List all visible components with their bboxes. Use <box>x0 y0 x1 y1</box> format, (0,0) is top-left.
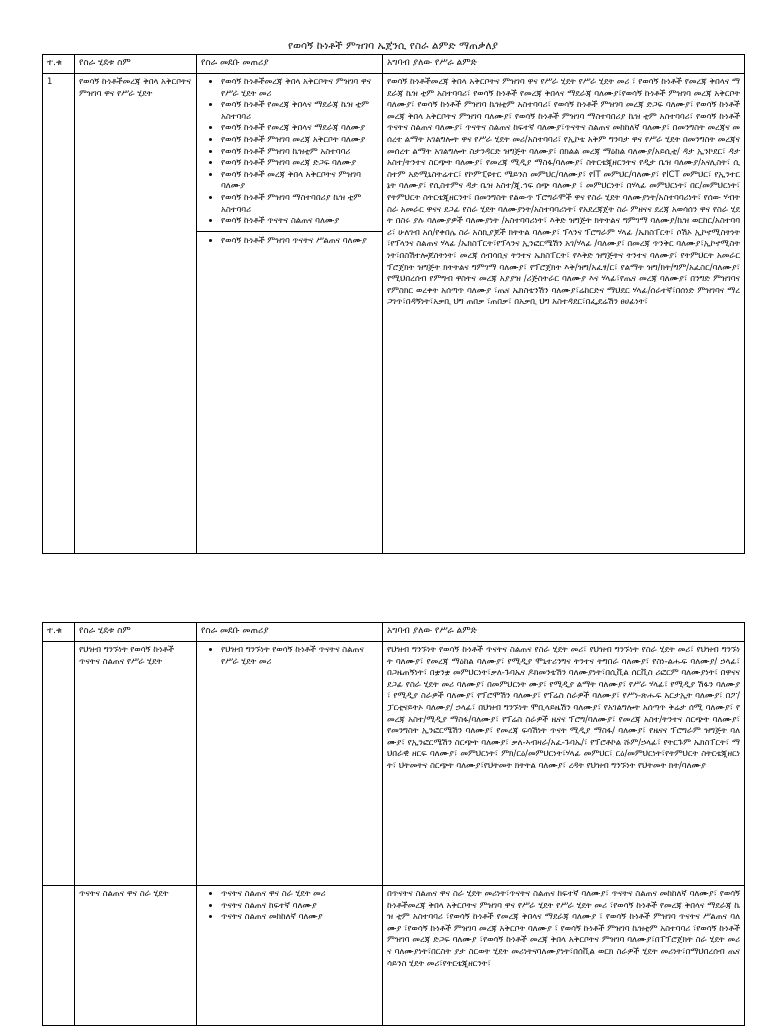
table-header-row <box>43 55 745 74</box>
header-position: የስራ መደቡ መጠሪያ <box>197 55 383 74</box>
position-list <box>201 644 378 667</box>
list-item: • የወሳኝ ኩነቶች ምዝገባ መረጃ ድጋፍ ባለሙያ <box>221 157 378 169</box>
process-name: የህዝብ ግንኙነት የወሳኝ ኩነቶች ጥናትና ስልጠና የሥራ ሂደት <box>75 642 197 886</box>
row-number: 1 <box>43 74 75 554</box>
list-item: • የወሳኝ ኩነቶች የመረጃ ቅበላና ማደራጃ ባለሙያ <box>221 122 378 134</box>
header-process: የስራ ሂደቱ ስም <box>75 55 197 74</box>
position-cell <box>197 886 383 1026</box>
process-name: ጥናትና ስልጠና ዋና ስራ ሂደት <box>75 886 197 1026</box>
list-item: • የወሳኝ ኩነቶች ምዝገባ ጥናትና ሥልጠና ባለሙያ <box>221 235 378 247</box>
header-position: የስራ መደቡ መጠሪያ <box>197 623 383 642</box>
list-item: • ጥናትና ስልጠና መከከለኛ ባለሙያ <box>221 911 378 923</box>
header-experience: አግባብ ያለው የሥራ ልምድ <box>383 55 745 74</box>
list-item: • ጥናትና ስልጠና ዋና ስራ ሂደት መሪ <box>221 888 378 900</box>
page-title: የወሳኝ ኩነቶች ምዝገባ ኤጀንሲ የስራ ልምድ ማጠቃለያ <box>287 40 499 52</box>
table-header-row <box>43 623 745 642</box>
list-item: • የወሳኝ ኩነቶች ምዝገባ ኬዝቲም አስተባባሪ <box>221 146 378 158</box>
row-number <box>43 886 75 1026</box>
list-item: • የወሳኝ ኩነቶች ምዝገባ ማስተባበሪያ ኬዝ ቲም አስተባባሪ <box>221 192 378 215</box>
table-row <box>43 74 745 554</box>
header-process: የስራ ሂደቱ ስም <box>75 623 197 642</box>
list-item: • ጥናትና ስልጠና ከፍተኛ ባለሙያ <box>221 900 378 912</box>
experience-text: የወሳኝ ኩነቶችመረጃ ቅበላ አቅርቦትና ምዝገባ ዋና የሥራ ሂደት የሥራ ሂደት መሪ ፣ የወሳኝ ኩነቶች የመረጃ ቅበላና ማደራጃ ኬዝ ቲም አስተባባሪ፣ የወሳኝ ኩነቶች የመረጃ ቅበላና ማደራጃ ባለሙያ፣የወሳኝ ኩነቶች ምዝገባ መረጃ አቅርቦት ባለሙያ፣ የወሳኝ ኩነቶች ምዝገባ ኬዝቲም አስተባባሪ፣ የወሳኝ ኩነቶች ምዝገባ መረጃ ድጋፍ ባለሙያ፣ የወሳኝ ኩነቶች መረጃ ቅበላ አቅርቦትና ምዝገባ ባለሙያ፣ የወሳኝ ኩነቶች ምዝገባ ማስተባበሪያ ኬዝ ቲም አስተባባሪ፣ የወሳኝ ኩነቶች ጥናትና ስልጠና ባለሙያ፣ ጥናትና ስልጠና ከፍተኛ ባለሙያ፣ጥናትና ስልጠና መከከለኛ ባለሙያ፣ በመንግስት መረጃና መሰረተ ልማት አገልግሎት ዋና የሥራ ሂደት መሪ/አስተባባሪ፣ የኢኮቴ አቅም ግንባታ ዋና የሥራ ሂደት በመንግስት መረጃና መሰረተ ልማት አገልግሎት ስታንዳርድ ዝግጅት ባለሙያ፣ በክልል መረጃ ማዕከል ባለሙያ/አይሲቲ/ ዳታ ኢንኮደር፣ ዳታ አስተ/ትንተና ስርጭት ባለሙያ፣ የመረጃ ሚዲያ ማስፋ/ባለሙያ፣ ስትርቴጂዘርንትና የዲታ ቤዝ ባለሙያ/አናሊስት፣ ሲስተም አድሚኒስትሬተር፣ የኮምፒዩተር ሜይንስ መምህር/ባለሙያ፣ የIT መምህር/ባለሙያ፣ የICT መምህር፣ የኢንተርኔት ባለሙያ፣ የሲስተምና ዳታ ቤዝ አስተ/ጂ.ኅፍ ሰጭ ባለሙያ ፣ መምህርነት፣ በሃላፊ መምህርነት፣ በር/መምህርነት፣ የትምህርት ስትርቴጂዘርንት፣ በመንግስት የልውጥ ፕሮግራሞች ዋና የስራ ሂደት ባለሙያነት/አስተባባሪነት፣ የሰው ሃብት ስራ አመራር ዋናና ደጋፊ የስራ ሂደት ባለሙያነት/አስተባባሪነት፣ የአደረጃጀት ስራ ምዘናና ደረጃ አወሳሰን ዋና የስራ ሂደት በስሩ ያሉ ባለሙያዎች ባለሙያነት /አስተባባሪነት፣ እቅድ ዝግጅት ክትትልና ግምገማ ባለሙያ/ኬዝ ወርከር/አስተባባሪ፣ ሁለገብ አሰ/የቀበሌ ስራ አስኪያጆች ክትትል ባለሙያ፣ ፕላንና ፕሮግራም ሃላፊ /ኤክስፐርት፣ ሶሽኦ ኢኮኖሚስትነት፣የፕላንና ስልጠና ሃላፊ /ኤክስፐርት፣የፕላንና ኢንፎርሜሽን አገ/ሃላፊ /ባለሙያ፣ በመረጃ ጥንቅር ባለሙያ፣ኢኮኖሚስትነት፣በስሽተሎጆስትነት፣ መረጃ ሰብሳቢና ትንተና ኤክስፐርት፣ የእቅድ ዝግጅትና ትንተና ባለሙያ፣ የትምህርት አመራር ፕሮጀክት ዝግጅት ክትትልና ግምገማ ባለሙያ፣ የፕሮጀክት እቅ/ዝግ/አፈፃ/ር፣ የልማት ዝግ/ክት/ግም/አፈስር/ባለሙያ፣የሚህበረሰብ የምግብ ዋስትና መረጃ አያያዝ /ሪጅስትራር ባለሙያ እና ሃላፊ፣የጤና መረጃ ባለሙያ፣ በንግድ ምዝገባና የምስክር ወረቀት አሰጣጥ ባለሙያ ፣ጤና ኤክስቴንሽን ባለሙያ፣ሬከርድና ማህደር ሃላፊ/ሰራተኛ፣በሰነድ ምዝገባና ማረጋገጥ፣በዳኝነት፣አቃቢ ህግ ጠበቃ ፣ጠበቃ፣ በአቃቢ ህግ አስተዳደር፣በፌደሬሽን ፀሀፊነት፣ <box>383 74 745 554</box>
list-item: • የወሳኝ ኩነቶች ጥናትና ስልጠና ባለሙያ <box>221 215 378 227</box>
header-no: ተ.ቁ <box>43 55 75 74</box>
position-list <box>201 76 378 227</box>
header-experience: አግባብ ያለው የሥራ ልምድ <box>383 623 745 642</box>
row-number <box>43 642 75 886</box>
list-item: • የወሳኝ ኩነቶች የመረጃ ቅበላና ማደራጃ ኬዝ ቲም አስተባባሪ <box>221 99 378 122</box>
experience-text: በጥናትና ስልጠና ዋና ስራ ሂደት መሪነት፣ጥናትና ስልጠና ከፍተኛ ባለሙያ፣ ጥናትና ስልጠና መከከለኛ ባለሙያ፣ የወሳኝ ኩነቶችመረጃ ቅበላ አቅርቦትና ምዝገባ ዋና የሥራ ሂደት የሥራ ሂደት መሪ ፣የወሳኝ ኩነቶች የመረጃ ቅበላና ማደራጃ ኬዝ ቲም አስተባባሪ ፣የወሳኝ ኩነቶች የመረጃ ቅበላና ማደራጃ ባለሙያ ፣ የወሳኝ ኩነቶች ምዝገባ ጥናትና ሥልጠና ባለሙያ ፣የወሳኝ ኩነቶች ምዝገባ መረጃ አቅርቦት ባለሙያ ፣ የወሳኝ ኩነቶች ምዝገባ ኬዝቲም አስተባባሪ ፣የወሳኝ ኩነቶች ምዝገባ መረጃ ድጋፍ ባለሙያ ፣የወሳኝ ኩነቶች መረጃ ቅበላ አቅርቦትና ምዝገባ ባለሙያ፣በፐፕሮጀክት ስራ ሂደት መሪና ባለሙያነት፣በርስት ያታ ስርወት ሂደት መሪነትናባለሙያነት፣በሰቪል ወርክ ስራዎች ሂደት መሪነት፣በማህበረሰብ ጤና ሳይንስ ሂደት መሪ፣የትርቴጂዘርንት፣ <box>383 886 745 1026</box>
position-cell <box>197 642 383 886</box>
experience-table-2 <box>42 622 745 1026</box>
list-item: • የወሳኝ ኩነቶች መረጃ ቅበላ አቅርቦትና ምዝገባ ባለሙያ <box>221 169 378 192</box>
process-name: የወሳኝ ኩነቶችመረጃ ቅበላ አቅርቦትና ምዝገባ ዋና የሥራ ሂደት <box>75 74 197 554</box>
table-row <box>43 642 745 886</box>
experience-table-1 <box>42 54 745 554</box>
position-list <box>201 888 378 923</box>
position-cell <box>197 74 383 554</box>
list-item: • የህዝብ ግንኙነት የወሳኝ ኩነቶች ጥናትና ስልጠና የሥራ ሂደት መሪ <box>221 644 378 667</box>
position-list-extra <box>201 235 378 247</box>
list-item: • የወሳኝ ኩነቶችመረጃ ቅበላ አቅርቦትና ምዝገባ ዋና የሥራ ሂደት መሪ <box>221 76 378 99</box>
table-row <box>43 886 745 1026</box>
list-item: • የወሳኝ ኩነቶች ምዝገባ መረጃ አቅርቦት ባለሙያ <box>221 134 378 146</box>
experience-text: የህዝብ ግንኙነት የወሳኝ ኩነቶች ጥናትና ስልጠና የስራ ሂደት መሪ፣ የህዝብ ግንኙነት የስራ ሂደት መሪ፣ የህዝብ ግንኙነት ባለሙያ፣ የመረጃ ማዕከል ባለሙያ፣ የሚዲያ ሞኒተሪንግና ትንተና ትግበራ ባለሙያ፣ የስነ-ልሑፍ ባለሙያ/ ኃላፊ፣ በጋዜጠኝነት፣ በቋንቋ መምህርነት፣ቃለ-ጉባኤና ዶክመንቴሽን ባለሙያነት፣በሲቪል ሰርቪስ ሪፎርም ባለሙያነት፣ በዋናና ደጋፊ የስራ ሂደት መሪ ባለሙያ፣ በመምህርነት ሙያ፣ የሚዲያ ልማት ባለሙያ፣ የሥራ ሃላፊ፣ የሚዲያ ሽፋን ባለሙያ፣ የሚዲያ ስራዎች ባለሙያ፣ የፕሮሞሽን ባለሙያ፣ የፕሬስ ስራዎች ባለሙያ፣ የሥነ-ጽሑፍ አርታኢት ባለሙያ፣ በፖ/ፓርቲናይትኦ ባለሙያ/ ኃላፊ፣ በህዝብ ግንኙነት ሞቢላይዜሽን ባለሙያ፣ የአገልግሎት አሰጣጥ ቅሬታ ሰሚ ባለሙያ፣ የመረጃ አስተ/ሚዲያ ማስፋ/ባለሙያ፣ የፕሬስ ስራዎች ዜናና ፕሮግ/ባለሙያ፣ የመረጃ አስተ/ትንተና ስርጭት ባለሙያ፣ የመንግስት ኢንፎርሜሽን ባለሙያ፣ የመረጃ ፍሳሽነት ጥናት ሚዲያ ማስፋ/ ባለሙያ፣ የዜናና ፕሮግራም ዝግጅት ባለሙያ፣ የኢንፎርሜሽን ስርጭት ባለሙያ፣ ቃለ-ኣብዛራ/አፈ-ጉባኤ/፣ የፕሮቶኮል ሹም/ኃላፊ፣ የትርጉም ኤክስፐርት፣ ማህበራዊ ዘርፍ ባለሙያ፣ መምህርነት፣ ምክ/ርዕ/መምህርነት፣ሃላፊ መምህር፣ ርዕ/መምህርነት፣የትምህርት ስትርቴጂዘርነት፣ ህትመትና ስርጭት ባለሙያ፣የህትመት ክትትል ባለሙያ፣ ረዳት የህዝብ ግንኙነት የህትመት ክት/ባለሙያ <box>383 642 745 886</box>
header-no: ተ.ቁ <box>43 623 75 642</box>
